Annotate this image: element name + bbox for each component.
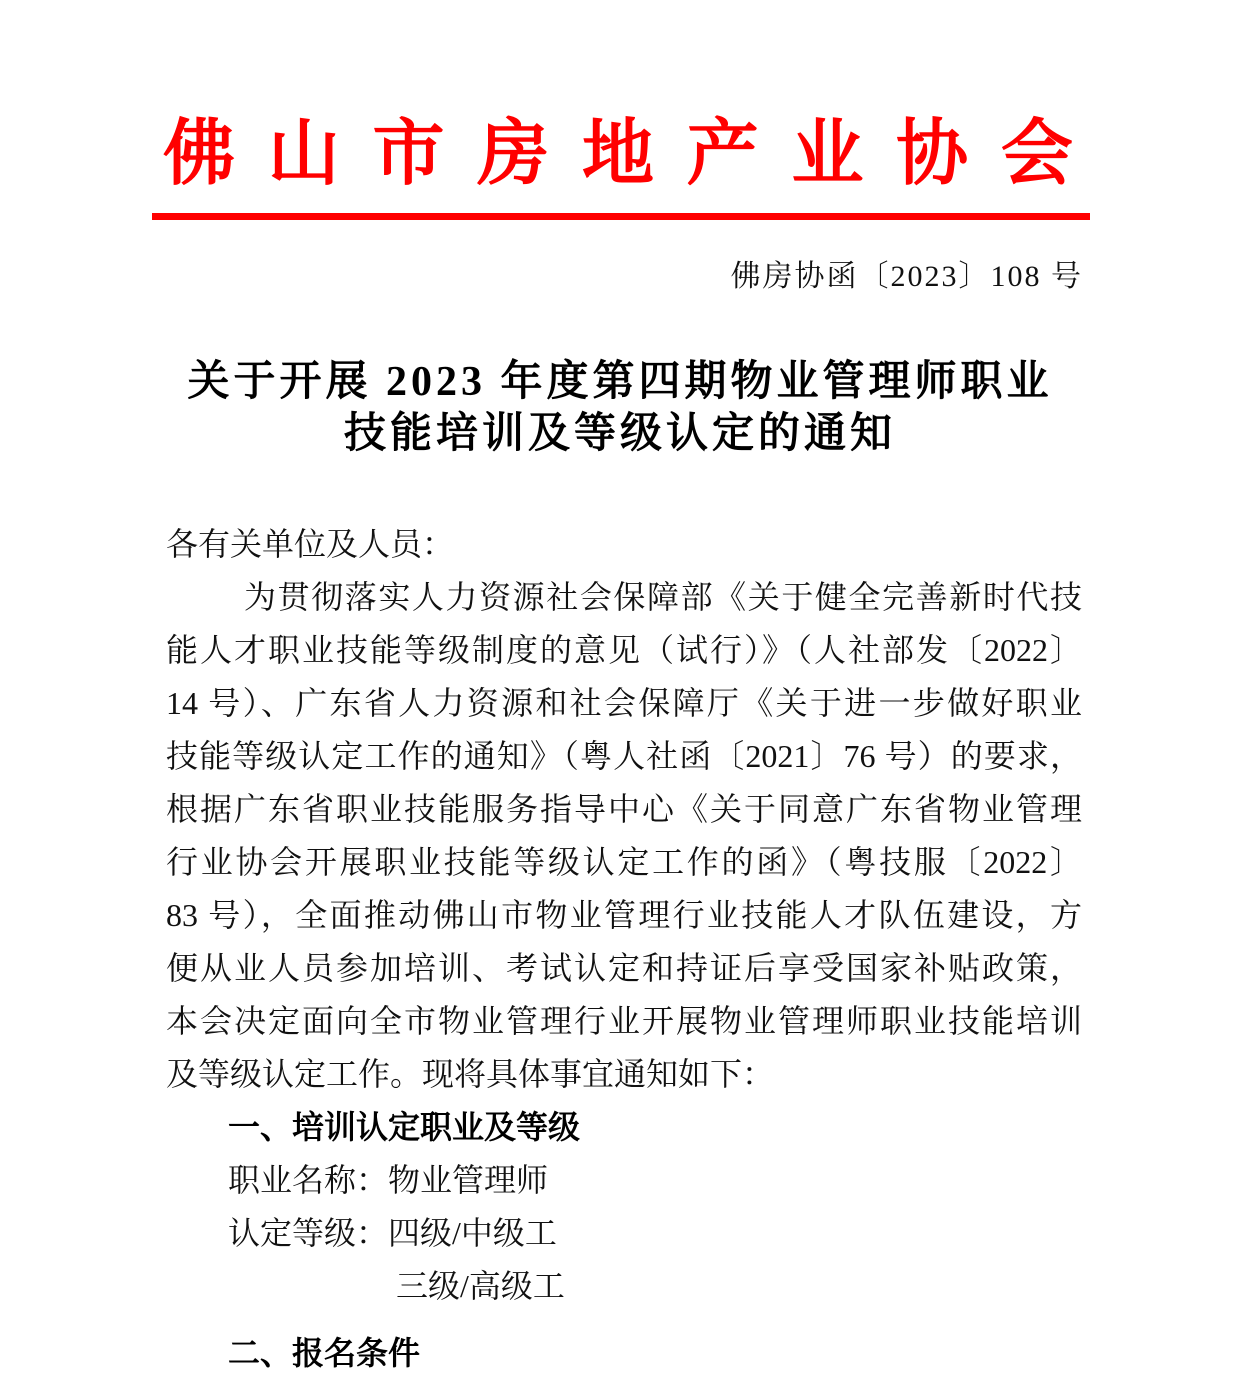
notice-title-line1: 关于开展 2023 年度第四期物业管理师职业 <box>187 359 1053 405</box>
notice-title-line2: 技能培训及等级认定的通知 <box>343 411 896 457</box>
body-line: 14 号）、广东省人力资源和社会保障厅《关于进一步做好职业 <box>166 685 1082 721</box>
org-name-char: 产 <box>686 114 759 194</box>
org-name-char: 会 <box>1000 114 1073 194</box>
body-line: 便从业人员参加培训、考试认定和持证后享受国家补贴政策， <box>166 950 1082 986</box>
org-name-char: 山 <box>267 114 340 194</box>
body-line: 职业名称：物业管理师 <box>228 1162 549 1198</box>
body-line: 83 号），全面推动佛山市物业管理行业技能人才队伍建设，方 <box>166 897 1082 933</box>
body-line: 及等级认定工作。现将具体事宜通知如下： <box>166 1056 775 1092</box>
body-line: 三级/高级工 <box>396 1268 565 1304</box>
body-line: 各有关单位及人员： <box>166 526 455 562</box>
doc-number: 佛房协函〔2023〕108 号 <box>730 260 1083 293</box>
org-name-char: 协 <box>896 114 969 194</box>
document-body <box>166 518 1082 1380</box>
org-name-char: 房 <box>477 114 550 194</box>
org-name-char: 市 <box>372 114 445 194</box>
letterhead-red-rule <box>152 213 1090 220</box>
section-heading: 二、报名条件 <box>228 1335 421 1371</box>
section-heading: 一、培训认定职业及等级 <box>228 1109 581 1145</box>
body-line: 本会决定面向全市物业管理行业开展物业管理师职业技能培训 <box>166 1003 1082 1039</box>
body-line: 行业协会开展职业技能等级认定工作的函》（粤技服〔2022〕 <box>166 844 1082 880</box>
org-name-char: 佛 <box>163 114 236 194</box>
body-line: 根据广东省职业技能服务指导中心《关于同意广东省物业管理 <box>166 791 1082 827</box>
body-line: 认定等级：四级/中级工 <box>228 1215 557 1251</box>
org-name-char: 业 <box>791 114 864 194</box>
notice-title <box>0 356 1240 460</box>
org-name-char: 地 <box>581 114 654 194</box>
body-line: 能人才职业技能等级制度的意见（试行）》（人社部发〔2022〕 <box>166 632 1082 668</box>
letterhead-org-name <box>163 110 1073 198</box>
body-line: 为贯彻落实人力资源社会保障部《关于健全完善新时代技 <box>244 579 1082 615</box>
body-line: 技能等级认定工作的通知》（粤人社函〔2021〕76 号）的要求， <box>166 738 1082 774</box>
